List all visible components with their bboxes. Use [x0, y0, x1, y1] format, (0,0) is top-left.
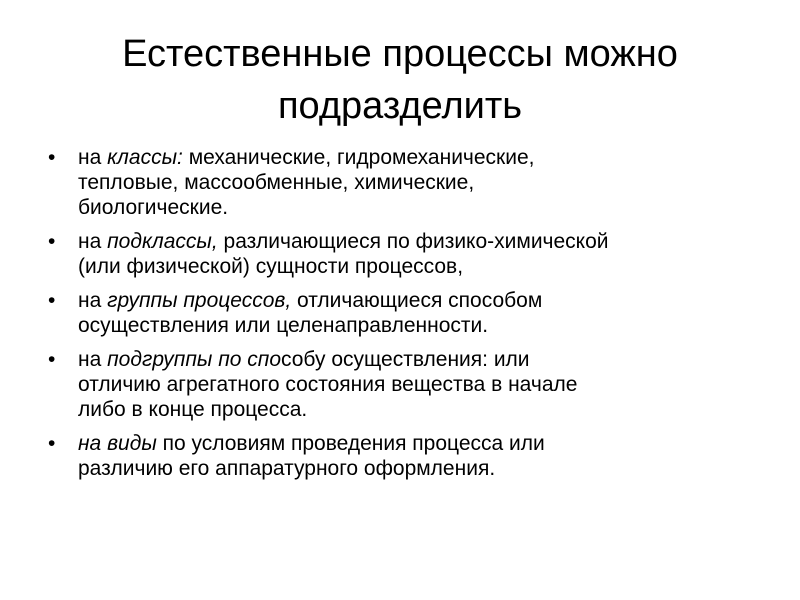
- bullet-marker: •: [48, 230, 56, 253]
- bullet-text: (или физической) сущности процессов,: [78, 255, 464, 278]
- bullet-line: [78, 254, 768, 279]
- bullet-item: [48, 347, 768, 422]
- bullet-marker: •: [48, 432, 56, 455]
- bullet-emphasis-text: группы процессов,: [107, 289, 292, 312]
- bullet-line: [78, 313, 768, 338]
- bullet-text: на: [78, 348, 108, 371]
- bullet-text: механические, гидромеханические,: [182, 146, 535, 169]
- bullet-line: [78, 145, 768, 170]
- bullet-item: [48, 145, 768, 220]
- bullet-text: на: [78, 230, 108, 253]
- bullet-line: [78, 288, 768, 313]
- bullet-line: [78, 372, 768, 397]
- bullet-item: [48, 288, 768, 338]
- bullet-item: [48, 431, 768, 481]
- bullet-text: осуществления или целенаправленности.: [78, 314, 489, 337]
- bullet-item: [48, 229, 768, 279]
- bullet-text: различию его аппаратурного оформления.: [78, 457, 496, 480]
- slide-title-line-2: подразделить: [277, 85, 523, 127]
- bullet-text: по условиям проведения процесса или: [156, 432, 545, 455]
- bullet-text: собу осуществления: или: [281, 348, 530, 371]
- bullet-line: [78, 431, 768, 456]
- bullet-line: [78, 229, 768, 254]
- slide-title: [60, 28, 740, 132]
- bullet-emphasis-text: на виды: [78, 432, 157, 455]
- bullet-emphasis-text: классы:: [107, 146, 183, 169]
- bullet-emphasis-text: подклассы,: [107, 230, 218, 253]
- bullet-text: отличающиеся способом: [291, 289, 543, 312]
- bullet-text: на: [78, 146, 108, 169]
- bullet-text: различающиеся по физико-химической: [217, 230, 609, 253]
- bullet-line: [78, 397, 768, 422]
- bullet-marker: •: [48, 348, 56, 371]
- bullet-text: тепловые, массообменные, химические,: [78, 171, 475, 194]
- bullet-text: отличию агрегатного состояния вещества в начале: [78, 373, 578, 396]
- bullet-text: на: [78, 289, 108, 312]
- bullet-list: [48, 145, 768, 490]
- bullet-marker: •: [48, 146, 56, 169]
- bullet-line: [78, 195, 768, 220]
- bullet-line: [78, 347, 768, 372]
- bullet-line: [78, 170, 768, 195]
- bullet-marker: •: [48, 289, 56, 312]
- slide-title-line-1: Естественные процессы можно: [122, 33, 678, 75]
- bullet-text: либо в конце процесса.: [78, 398, 308, 421]
- bullet-emphasis-text: подгруппы по спо: [107, 348, 282, 371]
- bullet-line: [78, 456, 768, 481]
- bullet-text: биологические.: [78, 196, 229, 219]
